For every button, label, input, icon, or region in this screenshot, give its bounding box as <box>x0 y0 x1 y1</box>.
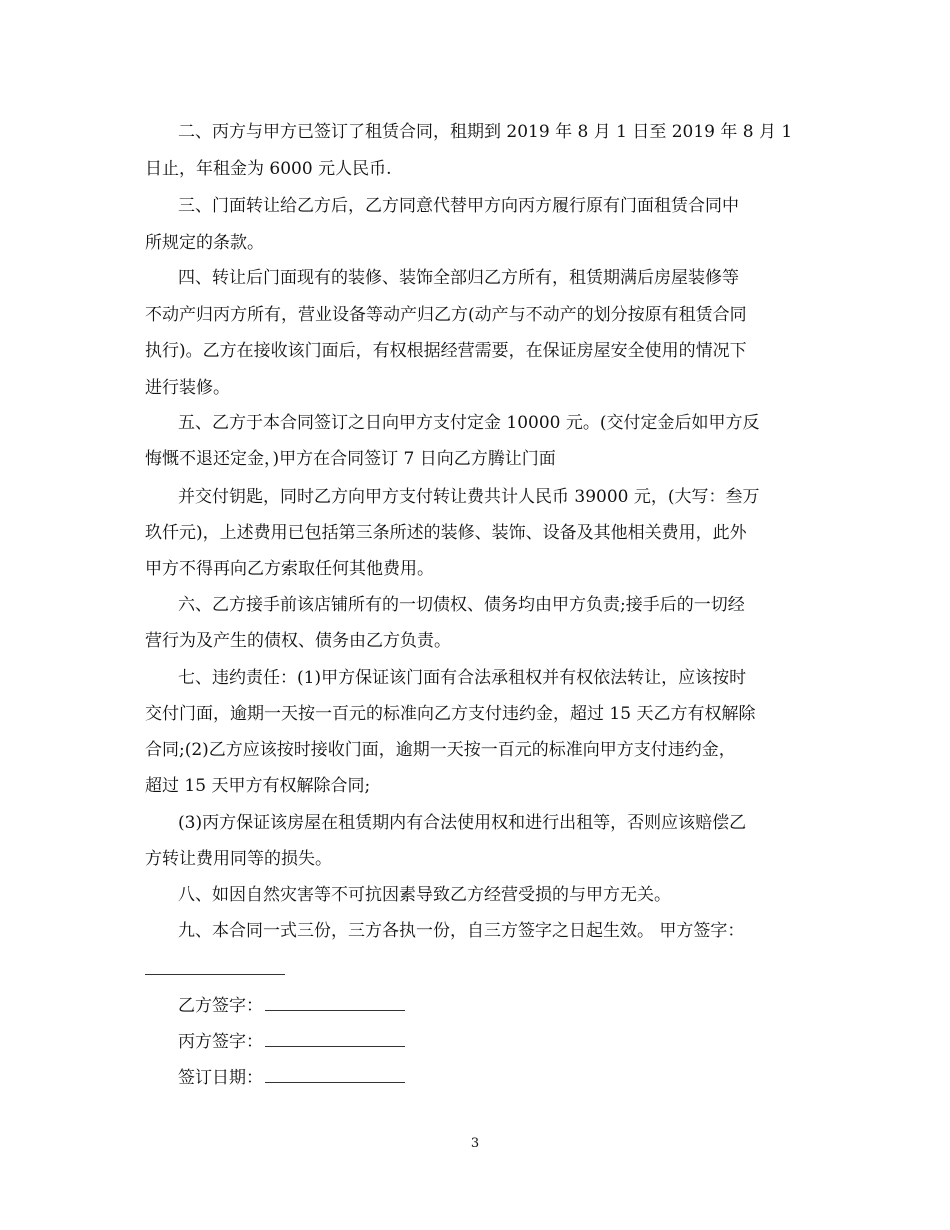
page-number: 3 <box>470 1136 480 1151</box>
paragraph-7-line-2: 交付门面，逾期一天按一百元的标准向乙方支付违约金，超过 15 天乙方有权解除 <box>145 704 756 724</box>
paragraph-2-line-1: 二、丙方与甲方已签订了租赁合同，租期到 2019 年 8 月 1 日至 2019 年 8 月 1 <box>178 122 793 142</box>
party-b-signature-label: 乙方签字： <box>178 996 263 1016</box>
party-b-signature <box>178 994 405 1018</box>
paragraph-4-line-3: 执行)。乙方在接收该门面后，有权根据经营需要，在保证房屋安全使用的情况下 <box>145 341 747 361</box>
paragraph-4-line-2: 不动产归丙方所有，营业设备等动产归乙方(动产与不动产的划分按原有租赁合同 <box>145 305 747 325</box>
paragraph-5b-line-1: 并交付钥匙，同时乙方向甲方支付转让费共计人民币 39000 元，(大写：叁万 <box>178 487 760 507</box>
paragraph-3-line-2: 所规定的条款。 <box>145 233 264 253</box>
sign-date <box>178 1066 405 1090</box>
paragraph-7-line-1: 七、违约责任：(1)甲方保证该门面有合法承租权并有权依法转让，应该按时 <box>178 668 747 688</box>
paragraph-7b-line-1: (3)丙方保证该房屋在租赁期内有合法使用权和进行出租等，否则应该赔偿乙 <box>178 813 747 833</box>
paragraph-5-line-1: 五、乙方于本合同签订之日向甲方支付定金 10000 元。(交付定金后如甲方反 <box>178 413 760 433</box>
party-b-signature-line <box>265 996 405 1011</box>
paragraph-7-line-4: 超过 15 天甲方有权解除合同; <box>145 776 371 796</box>
paragraph-8-line-1: 八、如因自然灾害等不可抗因素导致乙方经营受损的与甲方无关。 <box>178 885 671 905</box>
party-c-signature-label: 丙方签字： <box>178 1032 263 1052</box>
paragraph-3-line-1: 三、门面转让给乙方后，乙方同意代替甲方向丙方履行原有门面租赁合同中 <box>178 196 739 216</box>
party-c-signature <box>178 1030 405 1054</box>
paragraph-9-line-1: 九、本合同一式三份，三方各执一份，自三方签字之日起生效。 甲方签字： <box>178 921 745 941</box>
paragraph-4-line-4: 进行装修。 <box>145 378 230 398</box>
paragraph-7-line-3: 合同;(2)乙方应该按时接收门面，逾期一天按一百元的标准向甲方支付违约金， <box>145 740 736 760</box>
paragraph-2-line-2: 日止，年租金为 6000 元人民币. <box>145 159 392 179</box>
paragraph-6-line-1: 六、乙方接手前该店铺所有的一切债权、债务均由甲方负责;接手后的一切经 <box>178 595 745 615</box>
party-a-signature-line <box>145 974 285 975</box>
paragraph-7b-line-2: 方转让费用同等的损失。 <box>145 849 332 869</box>
paragraph-5b-line-2: 玖仟元)，上述费用已包括第三条所述的装修、装饰、设备及其他相关费用，此外 <box>145 523 747 543</box>
sign-date-label: 签订日期： <box>178 1068 263 1088</box>
party-c-signature-line <box>265 1032 405 1047</box>
paragraph-5b-line-3: 甲方不得再向乙方索取任何其他费用。 <box>145 559 434 579</box>
paragraph-4-line-1: 四、转让后门面现有的装修、装饰全部归乙方所有，租赁期满后房屋装修等 <box>178 268 739 288</box>
paragraph-5-line-2: 悔慨不退还定金，)甲方在合同签订 7 日向乙方腾让门面 <box>145 449 556 469</box>
sign-date-line <box>265 1068 405 1083</box>
paragraph-6-line-2: 营行为及产生的债权、债务由乙方负责。 <box>145 631 451 651</box>
